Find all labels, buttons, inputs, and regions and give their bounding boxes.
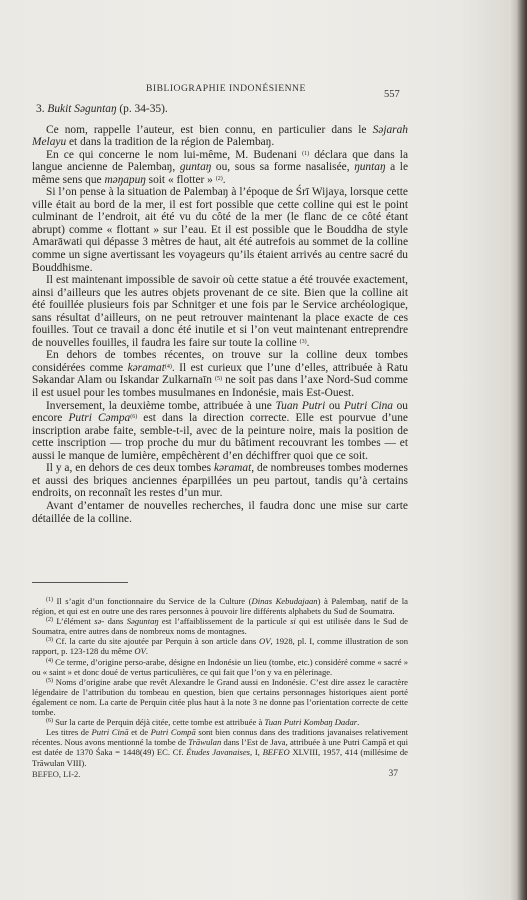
footnote-6: $^{(6)}$ Sur la carte de Perquin déjà citée, cette tombe est attribuée à Tuan Putri Kombaŋ Dadar. bbox=[46, 717, 360, 728]
footnote-ref: (6) bbox=[130, 414, 138, 421]
paragraph-6: Inversement, la deuxième tombe, attribuée à une Tuan Putri ou Putri Cina ou encore Putri Cəmpa$^{(6)}$ est dans la direction correcte. Elle est pourvue d’une inscription arabe faite, semble-t-il, avec de la peinture noire, mais la position de cette inscription — trop proche du mur du bâtiment recouvrant les tombes — et aussi le manque de lumière, empêchèrent d’en déchiffrer quoi que ce soit. bbox=[32, 399, 408, 462]
paragraph-7: Il y a, en dehors de ces deux tombes kəramat, de nombreuses tombes modernes et aussi des briques anciennes éparpillées un peu partout, tandis qu’à certains endroits, on reconnaît les restes d’un mur. bbox=[32, 462, 408, 500]
paragraph-8: Avant d’entamer de nouvelles recherches, il faudra donc une mise sur carte détaillée de la colline. bbox=[32, 499, 408, 525]
paragraph-1: Ce nom, rappelle l’auteur, est bien connu, en particulier dans le Səjarah Melayu et dans la tradition de la région de Palembaŋ. bbox=[32, 123, 408, 149]
footnote-5: $^{(5)}$ Noms d’origine arabe que revêt Alexandre le Grand aussi en Indonésie. C’est dire assez le caractère légendaire de l’attribution du tombeau en question, bien que certains personnages historiques aient porté également ce nom. La carte de Perquin citée plus haut à la note 3 ne donne pas l’orientation correcte de cette tombe. bbox=[32, 676, 408, 718]
footnote-6-continued: Les titres de Putri Cinā et de Putri Compā sont bien connus dans des traditions javanaises relativement récentes. Nous avons mentionné la tombe de Trāwulan dans l’Est de Java, attribuée à une Putri Campā et qui est datée de 1370 Śaka = 1448(49) EC. Cf. Études Javanaises, I, BEFEO XLVIII, 1957, 414 (millésime de Trāwulan VIII). bbox=[32, 727, 409, 768]
paragraph-4: Il est maintenant impossible de savoir où cette statue a été trouvée exactement, ainsi d’ailleurs que les autres objets provenant de ce site. Bien que la colline ait été fouillée plusieurs fois par Schnitger et une fois par le Service archéologique, sans résultat d’ailleurs, on ne peut retrouver maintenant la place exacte de ces fouilles. Tout ce travail a donc été inutile et si l’on veut maintenant entreprendre de nouvelles fouilles, il faudra les faire sur toute la colline $^{(3)}$. bbox=[32, 274, 408, 349]
footnote-ref: (2) bbox=[215, 175, 223, 182]
footnote-2: $^{(2)}$ L’élément sə- dans Səguntaŋ est l’affaiblissement de la particule si qui est utilisée dans le Sud de Soumatra, entre autres dans de nombreux noms de montagnes. bbox=[32, 616, 408, 637]
footnotes bbox=[32, 596, 408, 768]
footnote-ref: (5) bbox=[215, 376, 222, 383]
footnote-divider bbox=[32, 582, 128, 583]
paragraph-3: Si l’on pense à la situation de Palembaŋ à l’époque de Śrī Wijaya, lorsque cette ville était au bord de la mer, il est fort possible que cette colline qui est le point culminant de l’endroit, ait été vu du côté de la mer (le flanc de ce côté étant abrupt) comme « flottant » sur l’eau. Et il est possible que le Bouddha de style Amarāwati qui dépasse 3 mètres de haut, ait été autrefois au sommet de la colline comme un signe avertissant les voyageurs qu’ils étaient arrivés au centre sacré du Bouddhisme. bbox=[32, 186, 408, 274]
footnote-3: $^{(3)}$ Cf. la carte du site ajoutée par Perquin à son article dans OV, 1928, pl. I, comme illustration de son rapport, p. 123-128 du même OV. bbox=[32, 636, 408, 657]
footnote-ref: (1) bbox=[302, 150, 310, 157]
journal-signature: BEFEO, LI-2. bbox=[32, 769, 81, 779]
book-binding-edge bbox=[511, 0, 527, 900]
running-title: BIBLIOGRAPHIE INDONÉSIENNE bbox=[146, 83, 306, 94]
gathering-signature: 37 bbox=[388, 769, 398, 779]
footnote-ref: (4) bbox=[164, 363, 172, 370]
footnote-ref: (3) bbox=[299, 338, 307, 345]
section-pages: (p. 34-35). bbox=[119, 103, 168, 115]
section-title: Bukit Səguntaŋ bbox=[47, 103, 117, 115]
paragraph-2: En ce qui concerne le nom lui-même, M. Budenani $^{(1)}$ déclara que dans la langue ancienne de Palembaŋ, guntaŋ ou, sous sa forme nasalisée, ŋuntaŋ a le même sens que məŋapuŋ soit « flotter » $^{(2)}$. bbox=[32, 148, 409, 186]
main-text bbox=[32, 103, 408, 525]
page-number: 557 bbox=[384, 89, 400, 100]
footnote-4: $^{(4)}$ Ce terme, d’origine perso-arabe, désigne en Indonésie un lieu (tombe, etc.) considéré comme « sacré » ou « saint » et donc doué de vertus particulières, ce qui fait que l’on y va en pèlerinage. bbox=[32, 656, 408, 677]
section-heading bbox=[36, 103, 408, 116]
section-number: 3. bbox=[36, 103, 45, 115]
paragraph-5: En dehors de tombes récentes, on trouve sur la colline deux tombes considérées comme kəramat$^{(4)}$. Il est curieux que l’une d’elles, attribuée à Ratu Səkandar Alam ou Iskandar Zulkarnaīn $^{(5)}$ ne soit pas dans l’axe Nord-Sud comme il est usuel pour les tombes musulmanes en Indonésie, mais Est-Ouest. bbox=[32, 349, 409, 400]
footnote-1: $^{(1)}$ Il s’agit d’un fonctionnaire du Service de la Culture (Dinas Kebudajaan) à Palembaŋ, natif de la région, et qui est en outre une des rares personnes à pouvoir lire différents alphabets du Sud de Soumatra. bbox=[32, 596, 408, 617]
page-footer bbox=[32, 769, 408, 779]
